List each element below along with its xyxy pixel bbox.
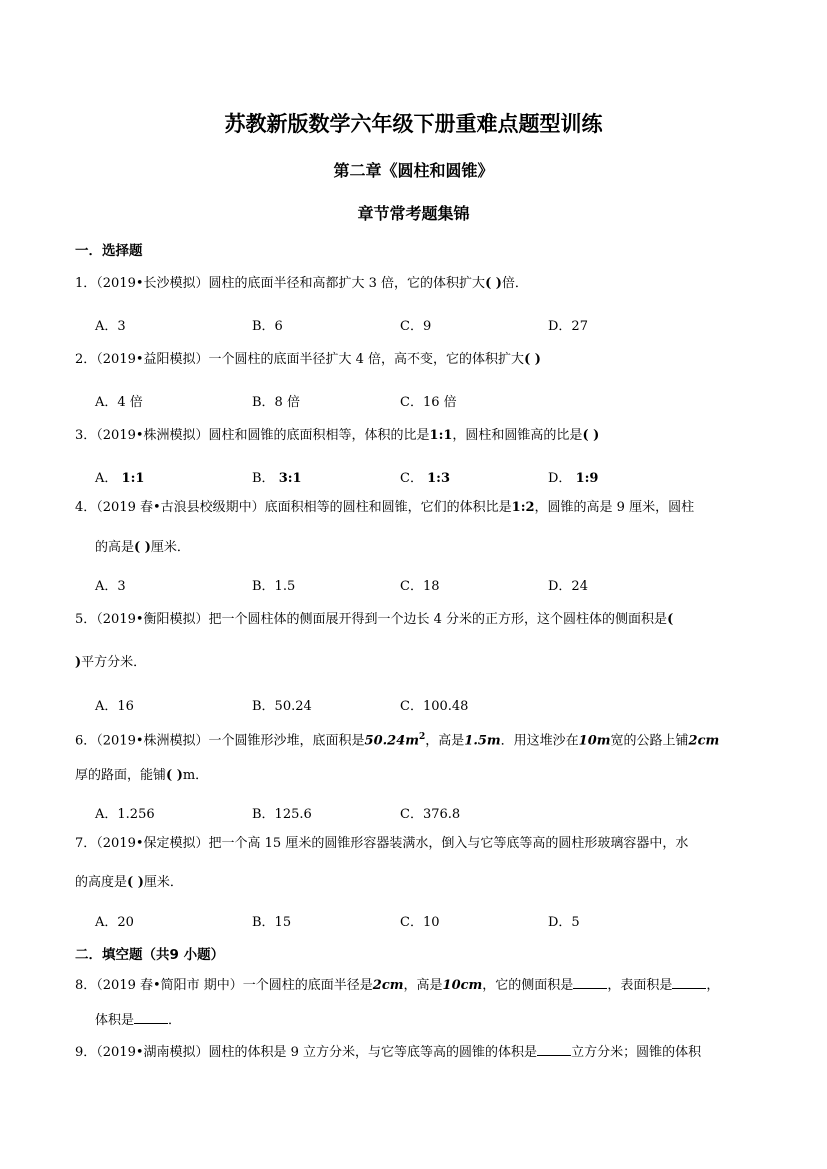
question-3: 3．（2019•株洲模拟）圆柱和圆锥的底面积相等，体积的比是1:1，圆柱和圆锥高的比是( ): [75, 428, 600, 443]
section-fill: 二．填空题（共9 小题）: [75, 947, 225, 963]
q7-option-c: C．10: [400, 915, 440, 930]
answer-blank[interactable]: [672, 976, 706, 989]
q6-option-b: B．125.6: [252, 807, 312, 822]
document-subtitle: 章节常考题集锦: [357, 204, 470, 223]
answer-blank[interactable]: [573, 976, 607, 989]
q3-option-d: D． 1:9: [548, 471, 599, 486]
question-7: 7．（2019•保定模拟）把一个高 15 厘米的圆锥形容器装满水，倒入与它等底等高的圆柱形玻璃容器中，水: [75, 836, 689, 851]
q5-option-b: B．50.24: [252, 699, 312, 714]
question-4: 4．（2019 春•古浪县校级期中）底面积相等的圆柱和圆锥，它们的体积比是1:2，圆锥的高是 9 厘米，圆柱: [75, 500, 695, 515]
q6-option-c: C．376.8: [400, 807, 461, 822]
q1-option-c: C．9: [400, 319, 432, 334]
q7-option-b: B．15: [252, 915, 292, 930]
q2-option-a: A．4 倍: [95, 395, 143, 410]
question-5: 5．（2019•衡阳模拟）把一个圆柱体的侧面展开得到一个边长 4 分米的正方形，这个圆柱体的侧面积是(: [75, 612, 674, 627]
q3-option-c: C． 1:3: [400, 471, 450, 486]
q2-option-b: B．8 倍: [252, 395, 300, 410]
chapter-title: 第二章《圆柱和圆锥》: [333, 161, 494, 180]
question-2: 2．（2019•益阳模拟）一个圆柱的底面半径扩大 4 倍，高不变，它的体积扩大( ): [75, 352, 541, 367]
q5-option-a: A．16: [95, 699, 134, 714]
q7-option-a: A．20: [95, 915, 134, 930]
q1-option-d: D．27: [548, 319, 588, 334]
q1-option-a: A．3: [95, 319, 126, 334]
document-title: 苏教新版数学六年级下册重难点题型训练: [224, 112, 603, 136]
question-8: 8．（2019 春•简阳市 期中）一个圆柱的底面半径是2cm，高是10cm，它的侧面积是 ，表面积是 ，: [75, 978, 720, 993]
section-choice: 一．选择题: [75, 243, 143, 259]
q3-option-b: B． 3:1: [252, 471, 302, 486]
question-6: 6．（2019•株洲模拟）一个圆锥形沙堆，底面积是$50.24m^2$，高是1.5m．用这堆沙在10m宽的公路上铺2cm: [75, 732, 720, 749]
question-9: 9．（2019•湖南模拟）圆柱的体积是 9 立方分米，与它等底等高的圆锥的体积是 立方分米；圆锥的体积: [75, 1045, 702, 1060]
answer-blank[interactable]: [134, 1011, 168, 1024]
q4-option-c: C．18: [400, 579, 440, 594]
question-8-line2: 体积是 ．: [95, 1013, 182, 1028]
q4-option-a: A．3: [95, 579, 126, 594]
q5-option-c: C．100.48: [400, 699, 469, 714]
q4-option-b: B．1.5: [252, 579, 296, 594]
q4-option-d: D．24: [548, 579, 588, 594]
question-5-line2: )平方分米．: [75, 655, 147, 670]
q2-option-c: C．16 倍: [400, 395, 457, 410]
question-6-line2: 厚的路面，能铺( )m．: [75, 768, 209, 783]
question-4-line2: 的高是( )厘米．: [95, 540, 190, 555]
q6-option-a: A．1.256: [95, 807, 155, 822]
answer-blank[interactable]: [537, 1043, 571, 1056]
q3-option-a: A． 1:1: [95, 471, 145, 486]
q1-option-b: B．6: [252, 319, 283, 334]
question-7-line2: 的高度是( )厘米．: [75, 875, 183, 890]
question-1: 1．（2019•长沙模拟）圆柱的底面半径和高都扩大 3 倍，它的体积扩大( )倍．: [75, 276, 528, 291]
q7-option-d: D．5: [548, 915, 580, 930]
